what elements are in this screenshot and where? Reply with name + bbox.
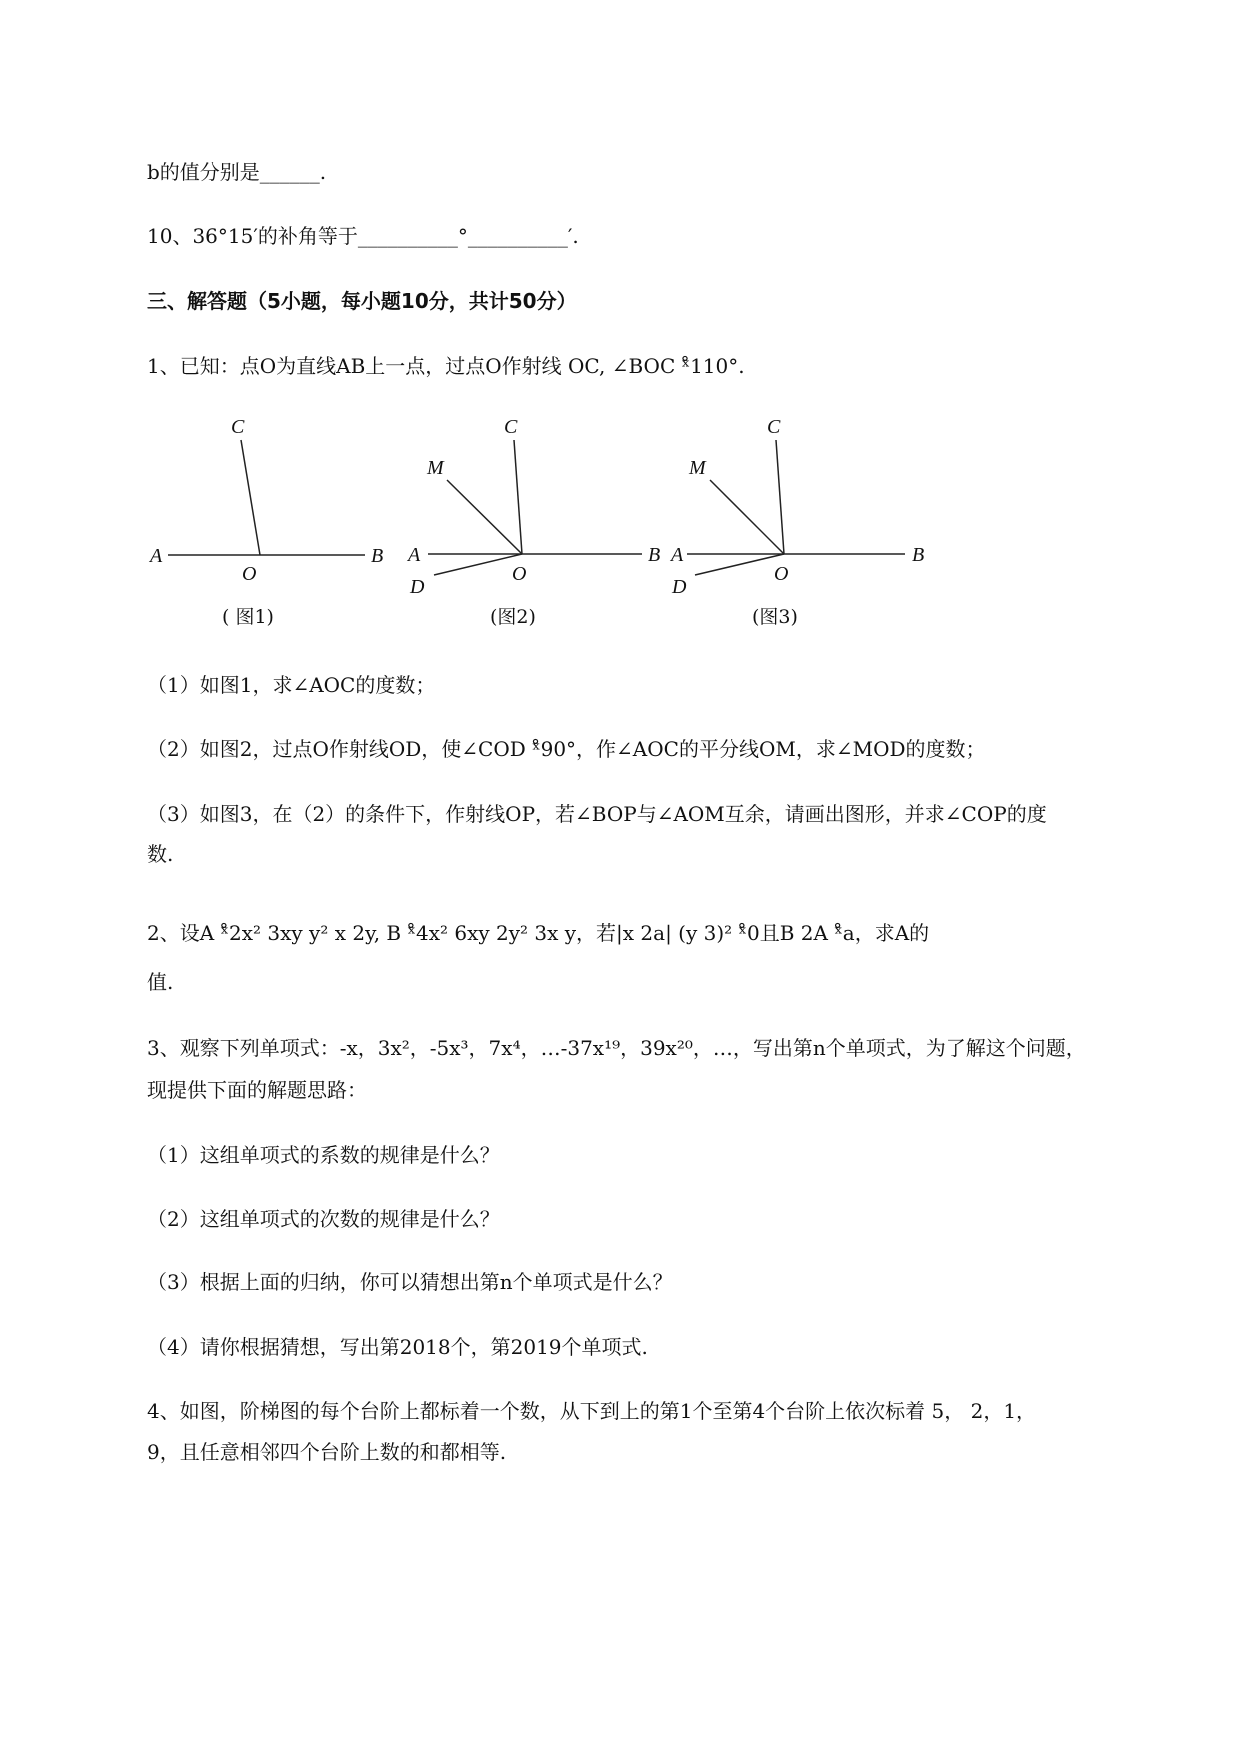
- question-2-cont: 值.: [147, 970, 174, 994]
- fig3-label-o: O: [774, 563, 789, 585]
- question-3-part-4: （4）请你根据猜想，写出第2018个，第2019个单项式.: [147, 1335, 648, 1359]
- fig3-label-m: M: [689, 457, 706, 479]
- fig2-label-o: O: [512, 563, 527, 585]
- question-3-part-3: （3）根据上面的归纳，你可以猜想出第n个单项式是什么？: [147, 1270, 673, 1294]
- question-3-part-1: （1）这组单项式的系数的规律是什么？: [147, 1143, 500, 1167]
- question-1-part-2: （2）如图2，过点O作射线OD，使∠COD ˣ̊90°，作∠AOC的平分线OM，求∠MOD的度数；: [147, 737, 986, 761]
- question-3: 3、观察下列单项式：-x，3x²，-5x³，7x⁴，…-37x¹⁹，39x²⁰，…，写出第n个单项式，为了解这个问题，: [147, 1036, 1086, 1060]
- question-1-part-1: （1）如图1，求∠AOC的度数；: [147, 673, 436, 697]
- question-4-cont: 9，且任意相邻四个台阶上数的和都相等.: [147, 1440, 507, 1464]
- fig2-label-d: D: [410, 576, 425, 598]
- question-3-part-2: （2）这组单项式的次数的规律是什么？: [147, 1207, 500, 1231]
- section-heading: 三、解答题（5小题，每小题10分，共计50分）: [147, 289, 577, 313]
- fig1-label-c: C: [231, 416, 245, 438]
- fig3-label-b: B: [912, 544, 925, 566]
- question-3-cont: 现提供下面的解题思路：: [147, 1078, 367, 1102]
- figure-2: [406, 416, 660, 628]
- question-1: 1、已知：点O为直线AB上一点，过点O作射线 OC, ∠BOC ˣ̊110°.: [147, 354, 745, 378]
- question-1-part-3: （3）如图3，在（2）的条件下，作射线OP，若∠BOP与∠AOM互余，请画出图形，并求∠COP的度: [147, 802, 1047, 826]
- fig1-caption: ( 图1): [222, 606, 274, 628]
- figure-1: [148, 416, 383, 628]
- fig3-label-a: A: [671, 544, 684, 566]
- figures-row: [140, 410, 960, 640]
- question-2: 2、设A ˣ̊2x² 3xy y² x 2y, B ˣ̊4x² 6xy 2y² 3x y，若|x 2a| (y 3)² ˣ̊0且B 2A ˣ̊a，求A的: [147, 921, 930, 945]
- text-line-1: b的值分别是______.: [147, 160, 327, 184]
- fig2-label-a: A: [408, 544, 421, 566]
- fig2-label-m: M: [427, 457, 444, 479]
- fig1-label-b: B: [371, 545, 384, 567]
- figure-3: [669, 416, 924, 628]
- fig3-label-d: D: [672, 576, 687, 598]
- question-4: 4、如图，阶梯图的每个台阶上都标着一个数，从下到上的第1个至第4个台阶上依次标着 5， 2，1，: [147, 1399, 1037, 1423]
- fig3-label-c: C: [767, 416, 781, 438]
- question-10: 10、36°15′的补角等于__________°__________′.: [147, 224, 579, 248]
- question-1-part-3-cont: 数.: [147, 842, 174, 866]
- angle-figures: [140, 410, 960, 640]
- fig2-caption: (图2): [490, 606, 536, 628]
- fig1-label-a: A: [150, 545, 163, 567]
- fig3-caption: (图3): [752, 606, 798, 628]
- fig2-label-c: C: [504, 416, 518, 438]
- fig2-label-b: B: [648, 544, 661, 566]
- fig1-label-o: O: [242, 563, 257, 585]
